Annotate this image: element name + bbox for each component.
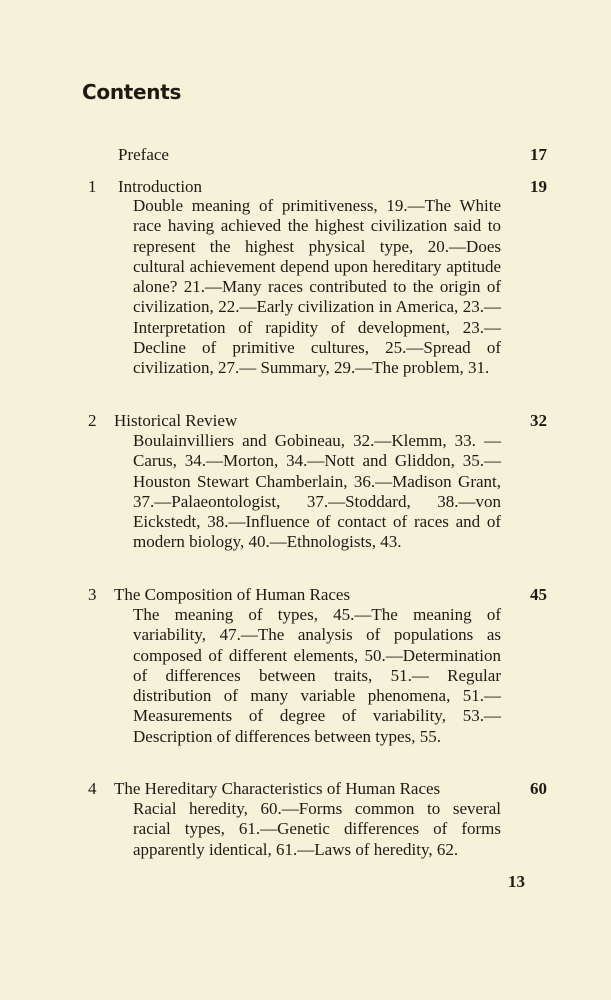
preface-page: 17 bbox=[530, 145, 547, 164]
chapter-1-page: 19 bbox=[530, 177, 547, 196]
chapter-4-description: Racial heredity, 60.—Forms common to several racial types, 61.—Genetic differences of forms apparently identical, 61.—Laws of heredity, 62. bbox=[133, 799, 501, 859]
chapter-3-page: 45 bbox=[530, 585, 547, 604]
chapter-1-number: 1 bbox=[88, 177, 97, 196]
chapter-4-number: 4 bbox=[88, 779, 97, 798]
chapter-2-title: Historical Review bbox=[114, 411, 238, 430]
chapter-3-description: The meaning of types, 45.—The meaning of variability, 47.—The analysis of populations as composed of different elements, 50.—Determination of differences between traits, 51.— Regular distribution of many variable phenomena, 51.—Measurements of degree of variability, 53.—Description of differences between types, 55. bbox=[133, 605, 501, 746]
chapter-3-title: The Composition of Human Races bbox=[114, 585, 351, 604]
contents-heading: Contents bbox=[82, 80, 182, 104]
page-number: 13 bbox=[508, 872, 525, 891]
chapter-1-title: Introduction bbox=[118, 177, 203, 196]
chapter-3-number: 3 bbox=[88, 585, 97, 604]
chapter-4-title: The Hereditary Characteristics of Human Races bbox=[114, 779, 441, 798]
chapter-4-page: 60 bbox=[530, 779, 547, 798]
preface-title: Preface bbox=[118, 145, 169, 164]
chapter-2-page: 32 bbox=[530, 411, 547, 430]
chapter-2-number: 2 bbox=[88, 411, 97, 430]
chapter-2-description: Boulainvilliers and Gobineau, 32.—Klemm, 33. —Carus, 34.—Morton, 34.—Nott and Gliddon, 35.—Houston Stewart Chamberlain, 36.—Madison Grant, 37.—Palaeontologist, 37.—Stoddard, 38.—von Eickstedt, 38.—Influence of contact of races and of modern biology, 40.—Ethnologists, 43. bbox=[133, 431, 501, 552]
chapter-1-description: Double meaning of primitiveness, 19.—The White race having achieved the highest civilization said to represent the highest physical type, 20.—Does cultural achievement depend upon hereditary aptitude alone? 21.—Many races contributed to the origin of civilization, 22.—Early civilization in America, 23.—Interpretation of rapidity of development, 23.—Decline of primitive cultures, 25.—Spread of civilization, 27.— Summary, 29.—The problem, 31. bbox=[133, 196, 501, 378]
